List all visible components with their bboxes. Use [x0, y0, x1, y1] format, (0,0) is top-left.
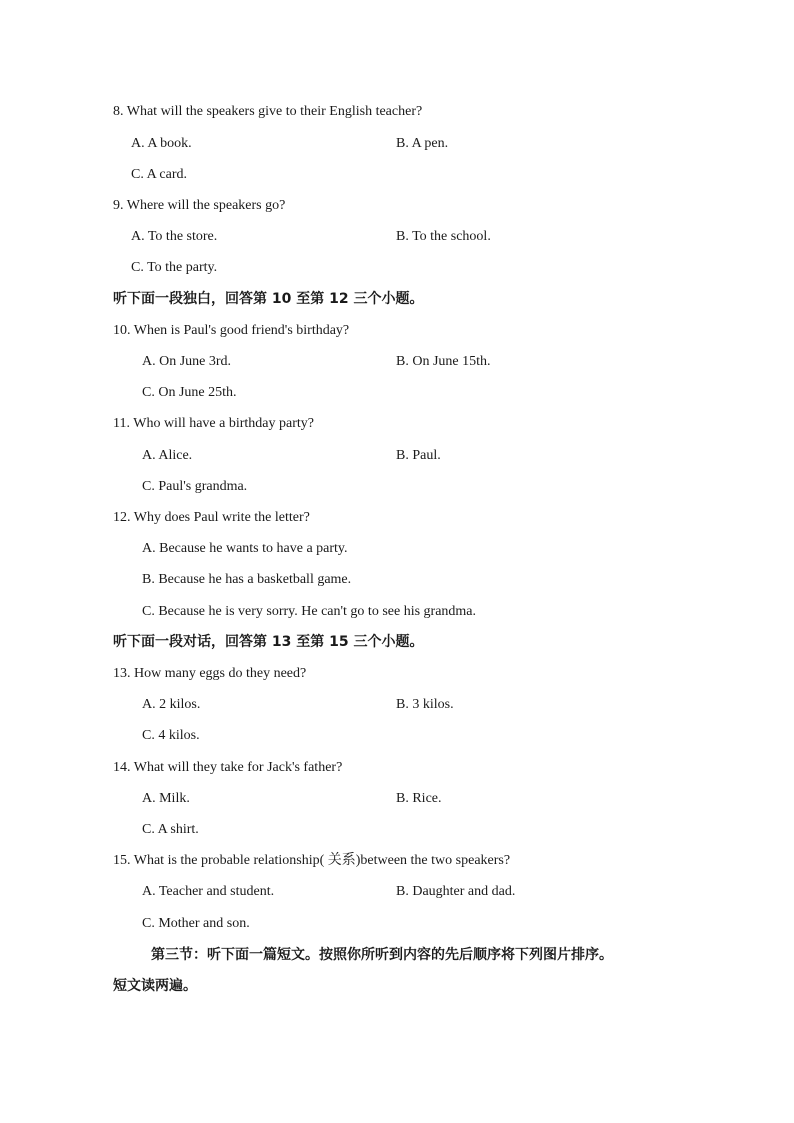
q8-option-c: C. A card. [131, 167, 187, 182]
q15-option-a: A. Teacher and student. [142, 884, 275, 899]
q12-option-a: A. Because he wants to have a party. [142, 541, 348, 556]
q11-option-b: B. Paul. [396, 448, 441, 463]
q12-option-b: B. Because he has a basketball game. [142, 572, 352, 587]
q9-option-b: B. To the school. [396, 229, 491, 244]
q10-option-c: C. On June 25th. [142, 385, 237, 400]
q13-option-b: B. 3 kilos. [396, 697, 454, 712]
question-8: 8. What will the speakers give to their English teacher? [113, 104, 423, 119]
section-dialogue-instruction: 听下面一段对话，回答第 13 至第 15 三个小题。 [113, 634, 424, 650]
q8-option-b: B. A pen. [396, 136, 449, 151]
q9-option-a: A. To the store. [131, 229, 218, 244]
q14-option-c: C. A shirt. [142, 822, 199, 837]
question-10: 10. When is Paul's good friend's birthday? [113, 323, 350, 338]
question-15: 15. What is the probable relationship( 关系)between the two speakers? [113, 853, 511, 868]
question-12: 12. Why does Paul write the letter? [113, 510, 310, 525]
q15-option-b: B. Daughter and dad. [396, 884, 516, 899]
section-3-instruction-cont: 短文读两遍。 [113, 978, 197, 994]
q13-option-a: A. 2 kilos. [142, 697, 201, 712]
q11-option-c: C. Paul's grandma. [142, 479, 248, 494]
question-13: 13. How many eggs do they need? [113, 666, 307, 681]
q9-option-c: C. To the party. [131, 260, 218, 275]
q14-option-b: B. Rice. [396, 791, 442, 806]
question-14: 14. What will they take for Jack's father? [113, 760, 343, 775]
q8-option-a: A. A book. [131, 136, 192, 151]
section-monologue-instruction: 听下面一段独白，回答第 10 至第 12 三个小题。 [113, 291, 424, 307]
q10-option-b: B. On June 15th. [396, 354, 491, 369]
q14-option-a: A. Milk. [142, 791, 190, 806]
q12-option-c: C. Because he is very sorry. He can't go to see his grandma. [142, 604, 477, 619]
q15-option-c: C. Mother and son. [142, 916, 250, 931]
q13-option-c: C. 4 kilos. [142, 728, 200, 743]
q10-option-a: A. On June 3rd. [142, 354, 232, 369]
section-3-instruction: 第三节：听下面一篇短文。按照你所听到内容的先后顺序将下列图片排序。 [151, 947, 613, 963]
q11-option-a: A. Alice. [142, 448, 193, 463]
question-9: 9. Where will the speakers go? [113, 198, 286, 213]
question-11: 11. Who will have a birthday party? [113, 416, 314, 431]
